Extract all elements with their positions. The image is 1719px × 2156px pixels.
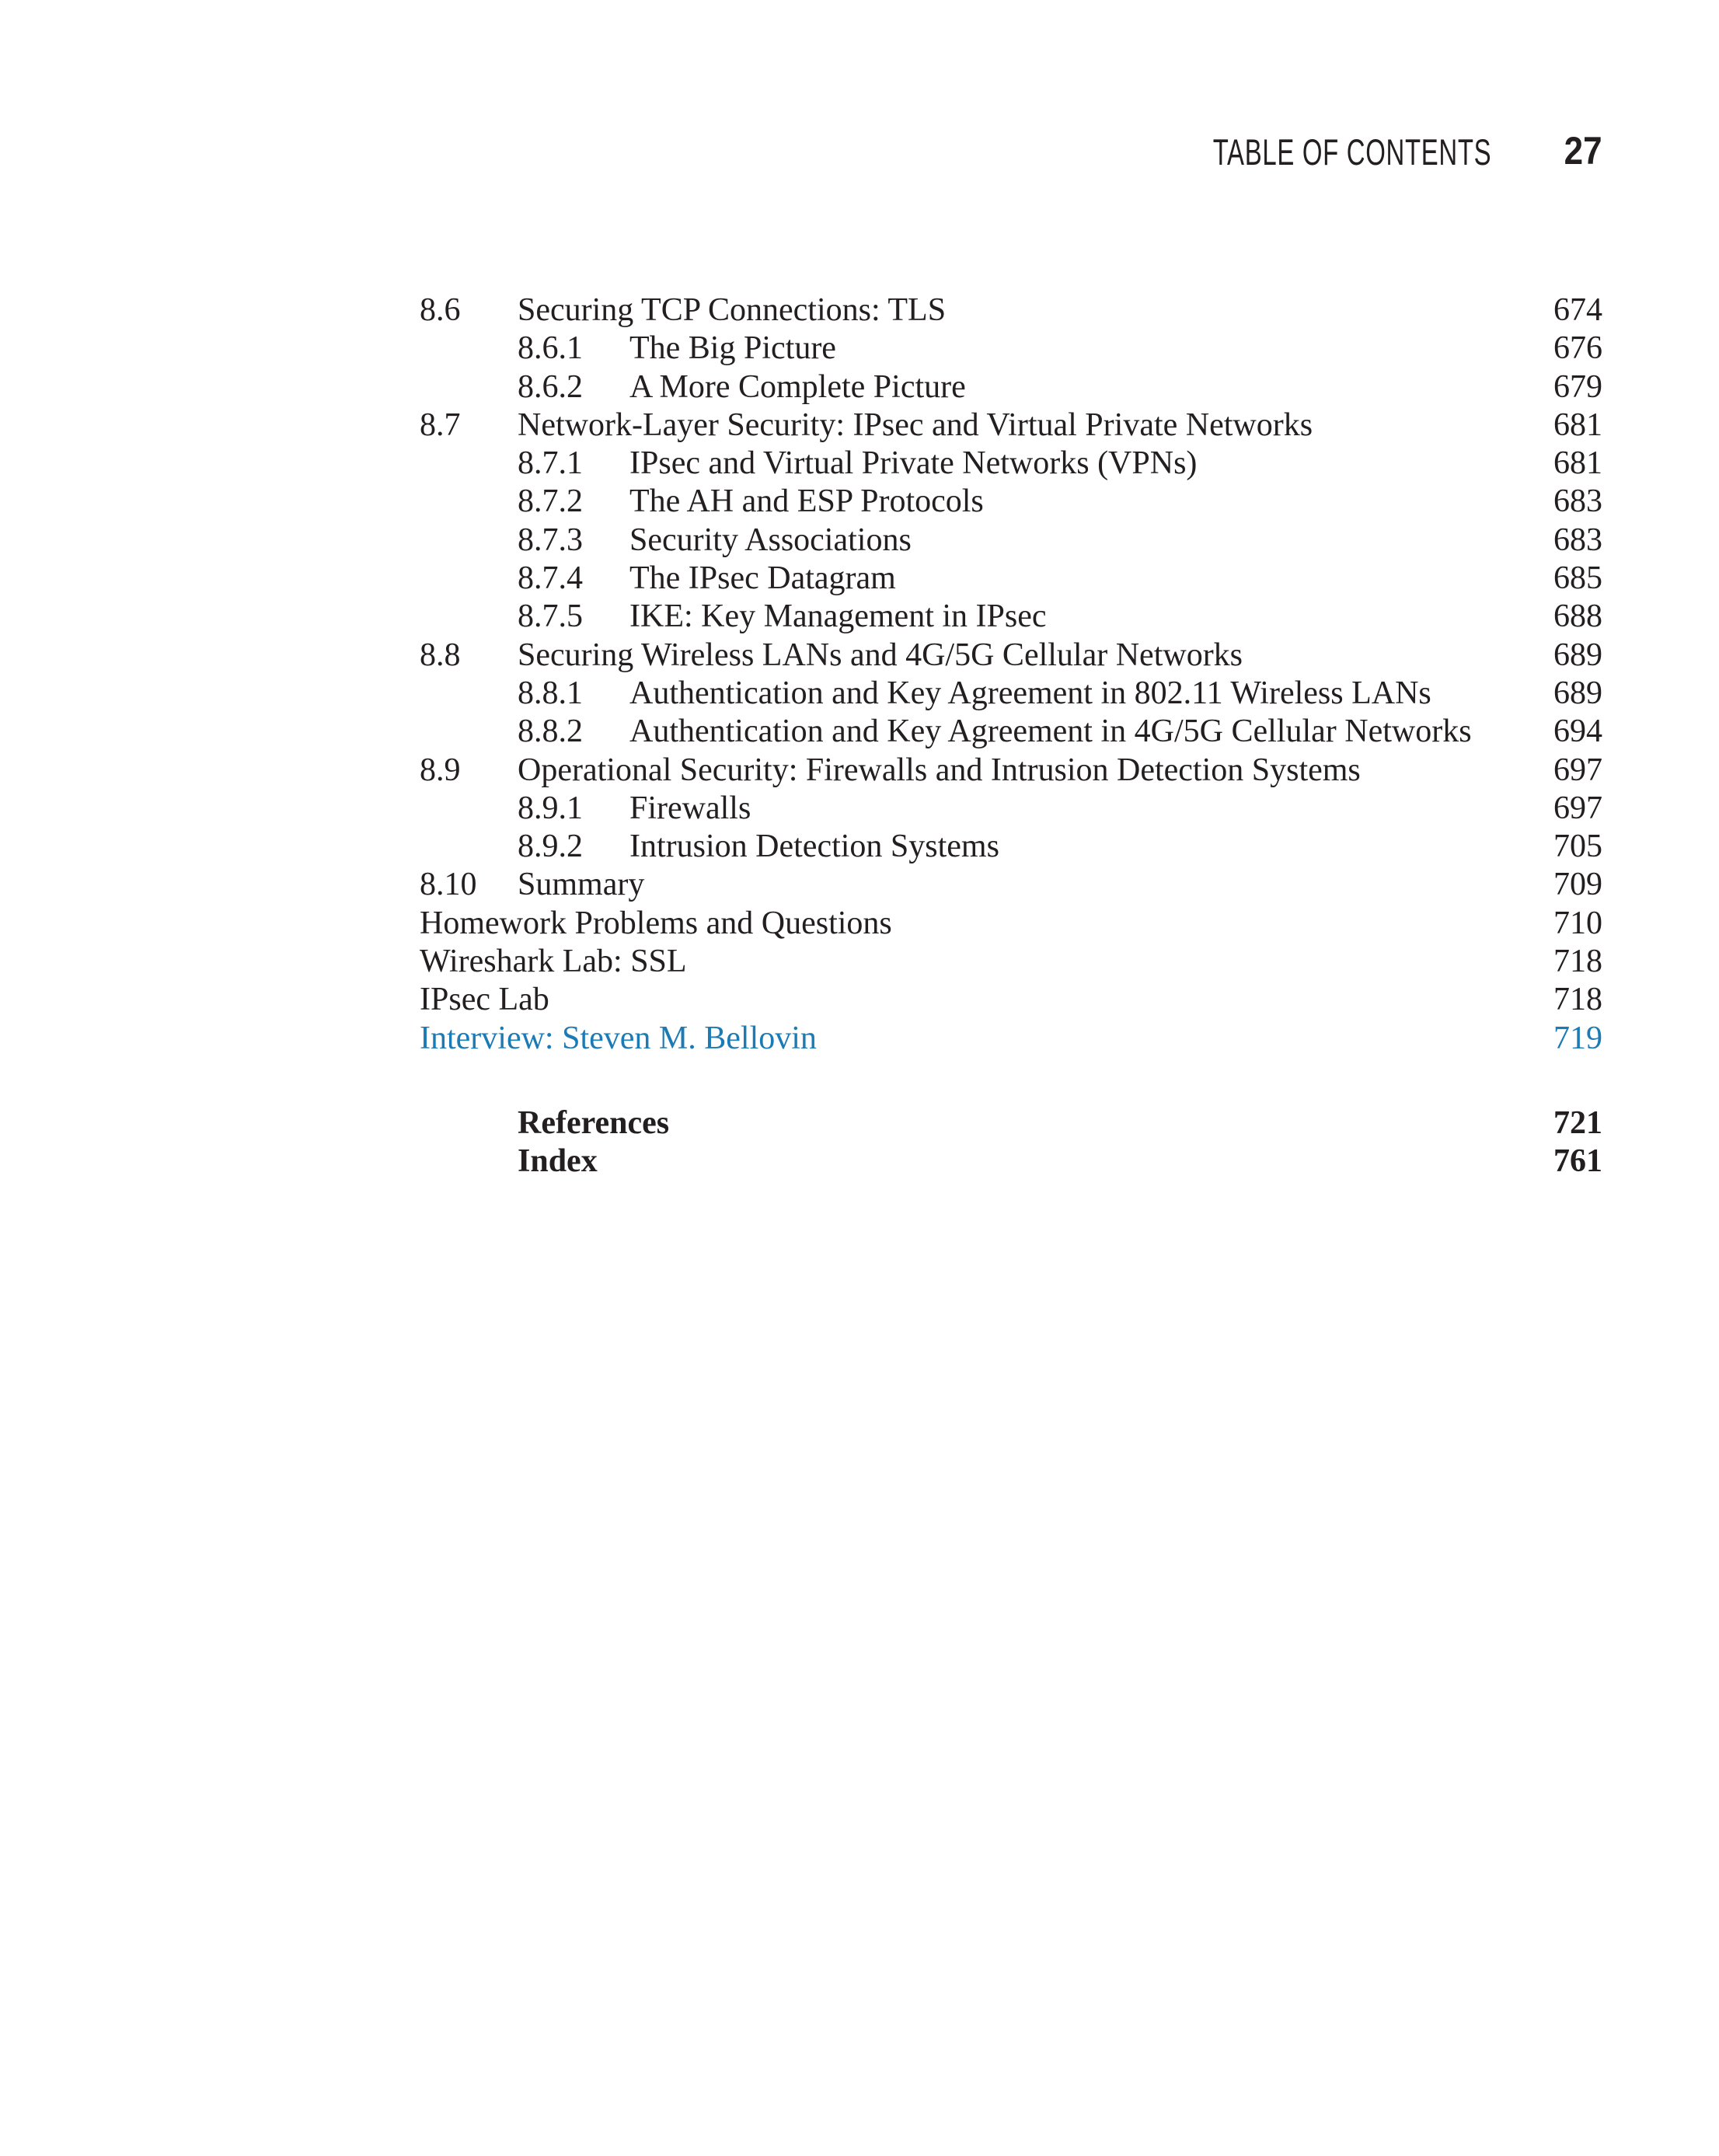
entry-page-number: 683: [1553, 483, 1602, 520]
subsection-number: 8.8.1: [518, 675, 583, 711]
entry-page-number: 719: [1553, 1020, 1602, 1056]
subsection-number: 8.7.3: [518, 522, 583, 558]
table-of-contents: [420, 291, 1602, 1181]
entry-page-number: 697: [1553, 790, 1602, 826]
entry-label: Summary: [518, 867, 645, 903]
section-number: 8.8: [420, 637, 461, 673]
entry-label: Authentication and Key Agreement in 4G/5G Cellular Networks: [629, 713, 1472, 750]
toc-entry: [420, 406, 1602, 445]
entry-label: Operational Security: Firewalls and Intrusion Detection Systems: [518, 752, 1361, 788]
entry-page-number: 679: [1553, 368, 1602, 405]
toc-entry: [420, 483, 1602, 521]
subsection-number: 8.6.2: [518, 368, 583, 405]
toc-entry: [420, 598, 1602, 636]
entry-label: Intrusion Detection Systems: [629, 829, 999, 865]
entry-label: A More Complete Picture: [629, 368, 966, 405]
toc-entry: [420, 637, 1602, 675]
entry-label: Securing Wireless LANs and 4G/5G Cellular Networks: [518, 637, 1243, 673]
entry-label: Firewalls: [629, 790, 751, 826]
section-number: 8.9: [420, 752, 461, 788]
entry-page-number: 694: [1553, 713, 1602, 750]
entry-label: IKE: Key Management in IPsec: [629, 598, 1047, 635]
entry-page-number: 705: [1553, 829, 1602, 865]
entry-page-number: 709: [1553, 867, 1602, 903]
toc-entry: [420, 905, 1602, 943]
entry-page-number: 681: [1553, 445, 1602, 482]
toc-entry: [420, 330, 1602, 368]
toc-entry: [420, 943, 1602, 981]
toc-entry: [420, 713, 1602, 751]
section-number: 8.10: [420, 867, 477, 903]
page-number: 27: [1564, 129, 1602, 173]
section-number: 8.6: [420, 292, 461, 328]
entry-label: The IPsec Datagram: [629, 560, 896, 597]
running-head-title: TABLE OF CONTENTS: [1212, 131, 1491, 173]
subsection-number: 8.8.2: [518, 713, 583, 750]
entry-page-number: 761: [1553, 1143, 1602, 1180]
entry-label: Interview: Steven M. Bellovin: [420, 1020, 817, 1056]
toc-entry: [420, 560, 1602, 598]
entry-label: Security Associations: [629, 522, 912, 558]
toc-entry: [420, 368, 1602, 406]
entry-label: References: [518, 1104, 670, 1141]
entry-page-number: 688: [1553, 598, 1602, 635]
back-matter-list: [420, 1104, 1602, 1181]
toc-entry: [420, 1143, 1602, 1181]
entry-page-number: 683: [1553, 522, 1602, 558]
entry-label: IPsec and Virtual Private Networks (VPNs): [629, 445, 1198, 482]
entry-label: Homework Problems and Questions: [420, 905, 892, 941]
subsection-number: 8.7.5: [518, 598, 583, 635]
entry-label: IPsec Lab: [420, 982, 549, 1018]
entry-label: Network-Layer Security: IPsec and Virtual Private Networks: [518, 406, 1313, 443]
toc-entry-list: [420, 291, 1602, 1058]
toc-entry: [420, 1104, 1602, 1143]
entry-label: Securing TCP Connections: TLS: [518, 292, 947, 328]
entry-page-number: 718: [1553, 982, 1602, 1018]
entry-page-number: 697: [1553, 752, 1602, 788]
toc-entry: [420, 291, 1602, 330]
entry-page-number: 676: [1553, 330, 1602, 367]
toc-entry: [420, 1020, 1602, 1058]
toc-entry: [420, 790, 1602, 828]
entry-page-number: 710: [1553, 905, 1602, 941]
entry-page-number: 685: [1553, 560, 1602, 597]
toc-entry: [420, 675, 1602, 713]
toc-entry: [420, 981, 1602, 1019]
entry-label: The AH and ESP Protocols: [629, 483, 984, 520]
entry-page-number: 689: [1553, 637, 1602, 673]
toc-entry: [420, 522, 1602, 560]
entry-page-number: 721: [1553, 1104, 1602, 1141]
toc-entry: [420, 866, 1602, 904]
subsection-number: 8.9.2: [518, 829, 583, 865]
entry-label: Index: [518, 1143, 598, 1180]
toc-entry: [420, 828, 1602, 866]
subsection-number: 8.7.1: [518, 445, 583, 482]
toc-entry: [420, 445, 1602, 483]
entry-page-number: 689: [1553, 675, 1602, 711]
subsection-number: 8.6.1: [518, 330, 583, 367]
entry-page-number: 674: [1553, 292, 1602, 328]
section-number: 8.7: [420, 406, 461, 443]
subsection-number: 8.9.1: [518, 790, 583, 826]
entry-page-number: 718: [1553, 944, 1602, 980]
entry-label: Wireshark Lab: SSL: [420, 944, 687, 980]
subsection-number: 8.7.2: [518, 483, 583, 520]
subsection-number: 8.7.4: [518, 560, 583, 597]
entry-label: Authentication and Key Agreement in 802.11 Wireless LANs: [629, 675, 1431, 711]
entry-label: The Big Picture: [629, 330, 836, 367]
toc-entry: [420, 752, 1602, 790]
entry-page-number: 681: [1553, 406, 1602, 443]
